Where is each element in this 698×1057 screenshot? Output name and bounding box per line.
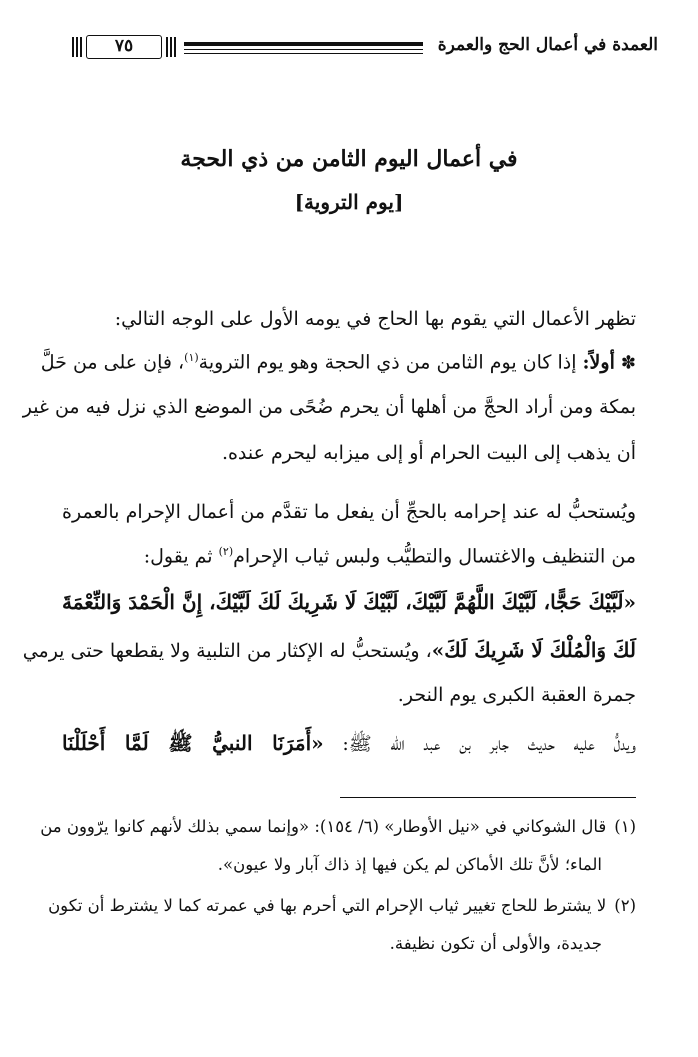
star-ornament-icon: ✽ xyxy=(620,352,636,374)
footnote-number: (٢) xyxy=(614,896,636,915)
chapter-subtitle: [يوم التروية] xyxy=(294,190,404,214)
header-rule xyxy=(184,42,423,54)
chapter-title: في أعمال اليوم الثامن من ذي الحجة xyxy=(180,146,518,172)
text-span: ويدلُّ عليه حديث جابر بن عبد الله ﷺ: xyxy=(323,733,636,755)
running-header xyxy=(52,33,658,63)
footnote-2-line-1 xyxy=(48,896,636,915)
text-span: إذا كان يوم الثامن من ذي الحجة وهو يوم التروية xyxy=(198,351,583,374)
footnote-number: (١) xyxy=(614,817,636,836)
paragraph-first-line xyxy=(40,351,636,374)
talbiya-line: «لَبَّيْكَ حَجًّا، لَبَّيْكَ اللَّهُمَّ لَبَّيْكَ، لَبَّيْكَ لَا شَرِيكَ لَكَ لَبَّيْكَ، إِنَّ الْحَمْدَ وَالنِّعْمَةَ xyxy=(62,590,636,614)
ornament-bars-right xyxy=(166,37,176,57)
text-span: ثم يقول: xyxy=(143,545,219,568)
running-title: العمدة في أعمال الحج والعمرة xyxy=(437,35,658,55)
hadith-quote: «أَمَرَنَا النبيُّ ﷺ لَمَّا أَحْلَلْنَا xyxy=(62,731,324,755)
text-span: ، ويُستحبُّ له الإكثار من التلبية ولا يقطعها حتى يرمي xyxy=(22,640,432,662)
footnote-ref-2: (٢) xyxy=(218,545,234,558)
footnote-ref-1: (١) xyxy=(184,351,199,364)
footnote-1-line-1 xyxy=(40,817,636,836)
footnote-separator xyxy=(340,797,636,798)
first-point-label: أولاً: xyxy=(582,351,615,374)
paragraph-line: ويُستحبُّ له عند إحرامه بالحجِّ أن يفعل ما تقدَّم من أعمال الإحرام بالعمرة xyxy=(62,501,636,523)
footnote-text: لا يشترط للحاج تغيير ثياب الإحرام التي أحرم بها في عمرته كما لا يشترط أن تكون xyxy=(48,896,607,915)
paragraph-line xyxy=(62,731,636,760)
paragraph-line: أن يذهب إلى البيت الحرام أو إلى ميزابه ليحرم عنده. xyxy=(221,442,636,464)
text-span: ، فإن على من حَلَّ xyxy=(40,351,185,374)
footnote-1-line-2: الماء؛ لأنَّ تلك الأماكن لم يكن فيها إذ ذاك آبار ولا عيون». xyxy=(217,855,602,874)
footnote-2-line-2: جديدة، والأولى أن تكون نظيفة. xyxy=(389,934,602,953)
ornament-bars-left xyxy=(72,37,82,57)
paragraph-line: بمكة ومن أراد الحجَّ من أهلها أن يحرم ضُحًى من الموضع الذي نزل فيه من غير xyxy=(22,396,636,418)
page-number-box xyxy=(72,33,176,61)
talbiya-end: لَكَ وَالْمُلْكَ لَا شَرِيكَ لَكَ» xyxy=(431,638,636,662)
paragraph-line xyxy=(22,638,636,662)
page-number: ٧٥ xyxy=(86,35,162,59)
text-span: من التنظيف والاغتسال والتطيُّب ولبس ثياب الإحرام xyxy=(233,545,636,568)
paragraph-line: جمرة العقبة الكبرى يوم النحر. xyxy=(397,684,636,706)
paragraph-intro: تظهر الأعمال التي يقوم بها الحاج في يومه الأول على الوجه التالي: xyxy=(114,308,636,330)
footnote-text: قال الشوكاني في «نيل الأوطار» (٦/ ١٥٤): «وإنما سمي بذلك لأنهم كانوا يرّوون من xyxy=(40,817,607,836)
paragraph-line xyxy=(144,545,636,567)
